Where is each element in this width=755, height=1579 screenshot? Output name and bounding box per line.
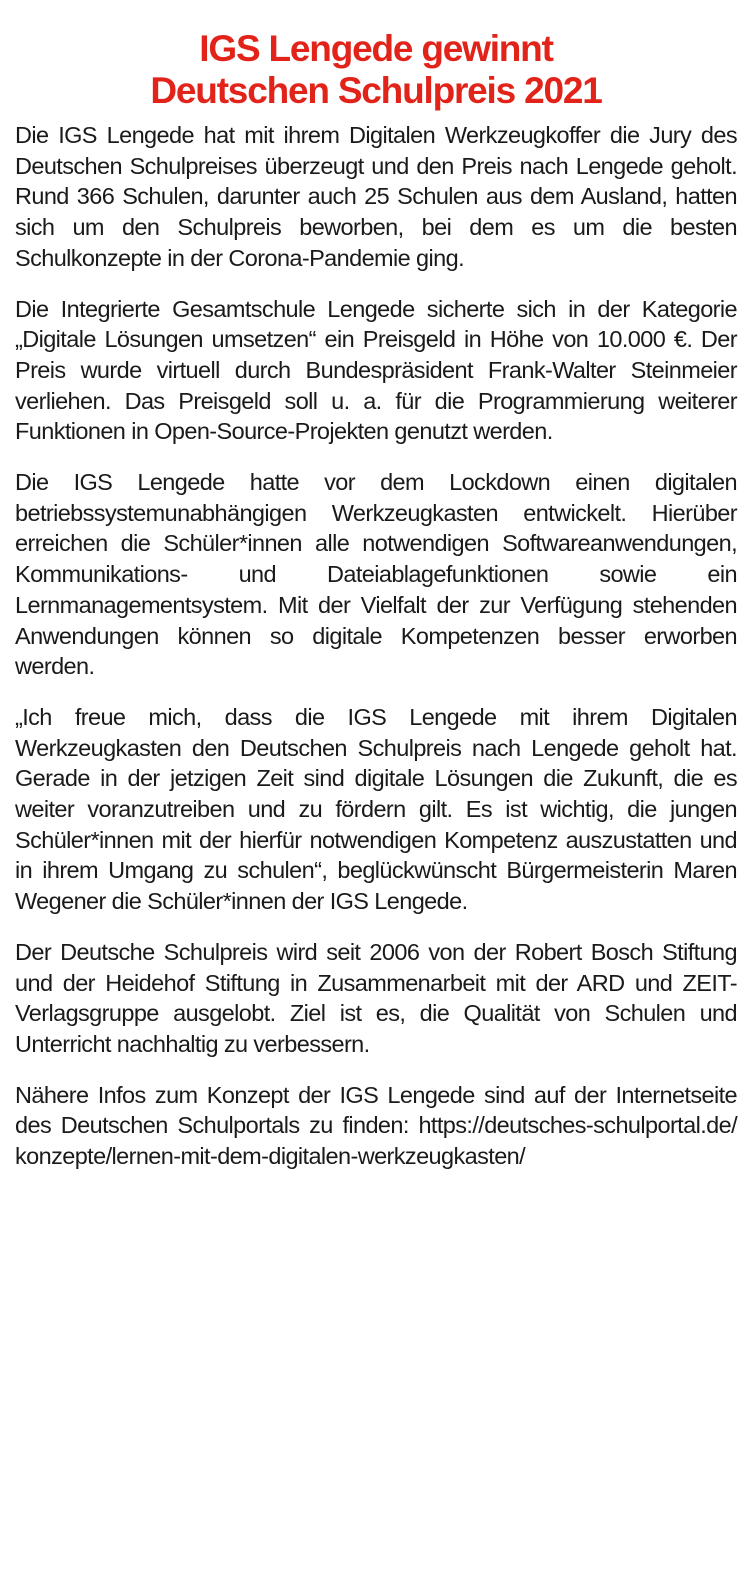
paragraph-award-intro: Die IGS Lengede hat mit ihrem Digitalen Werkzeugkoffer die Jury des Deutschen Schulpreises überzeugt und den Preis nach Lengede geholt. Rund 366 Schulen, darunter auch 25 Schulen aus dem Ausland, hatten sich um den Schulpreis beworben, bei dem es um die besten Schulkonzepte in der Corona-Pandemie ging. [15,122,737,271]
paragraph-more-info: Nähere Infos zum Konzept der IGS Lengede sind auf der Internetseite des Deutschen Schulportals zu finden: https://deutsches-schulportal.de/ konzepte/lernen-mit-dem-digitalen-werkzeugkasten/ [15,1081,737,1170]
paragraph-prize-money: Die Integrierte Gesamtschule Lengede sicherte sich in der Kategorie „Digitale Lösungen umsetzen“ ein Preisgeld in Höhe von 10.000 €. Der Preis wurde virtuell durch Bundespräsident Frank-Walter Steinmeier verliehen. Das Preisgeld soll u. a. für die Programmierung weiterer Funktionen in Open-Source-Projekten genutzt werden. [15,295,737,445]
article-title [15,28,737,112]
paragraph-mayor-quote: „Ich freue mich, dass die IGS Lengede mit ihrem Digitalen Werkzeugkasten den Deutschen Schulpreis nach Lengede geholt hat. Gerade in der jetzigen Zeit sind digitale Lösungen die Zukunft, die es weiter voranzutreiben und zu fördern gilt. Es ist wichtig, die jungen Schüler*innen mit der hierfür notwendigen Kompetenz auszustatten und in ihrem Umgang zu schulen“, beglückwünscht Bürgermeisterin Maren Wegener die Schüler*innen der IGS Lengede. [15,703,737,915]
article-title-line-1: IGS Lengede gewinnt [199,28,553,69]
paragraph-toolbox: Die IGS Lengede hatte vor dem Lockdown einen digitalen betriebssystemunabhängigen Werkzeugkasten entwickelt. Hierüber erreichen die Schüler*innen alle notwendigen Softwareanwendungen, Kommunikations- und Dateiablagefunktionen sowie ein Lernmanagementsystem. Mit der Vielfalt der zur Verfügung stehenden Anwendungen können so digitale Kompetenzen besser erworben werden. [15,469,737,680]
paragraph-about-prize: Der Deutsche Schulpreis wird seit 2006 von der Robert Bosch Stiftung und der Heidehof Stiftung in Zusammenarbeit mit der ARD und ZEIT-Verlagsgruppe ausgelobt. Ziel ist es, die Qualität von Schulen und Unterricht nachhaltig zu verbessern. [15,938,737,1057]
article [15,28,737,1172]
article-title-line-2: Deutschen Schulpreis 2021 [150,70,602,111]
